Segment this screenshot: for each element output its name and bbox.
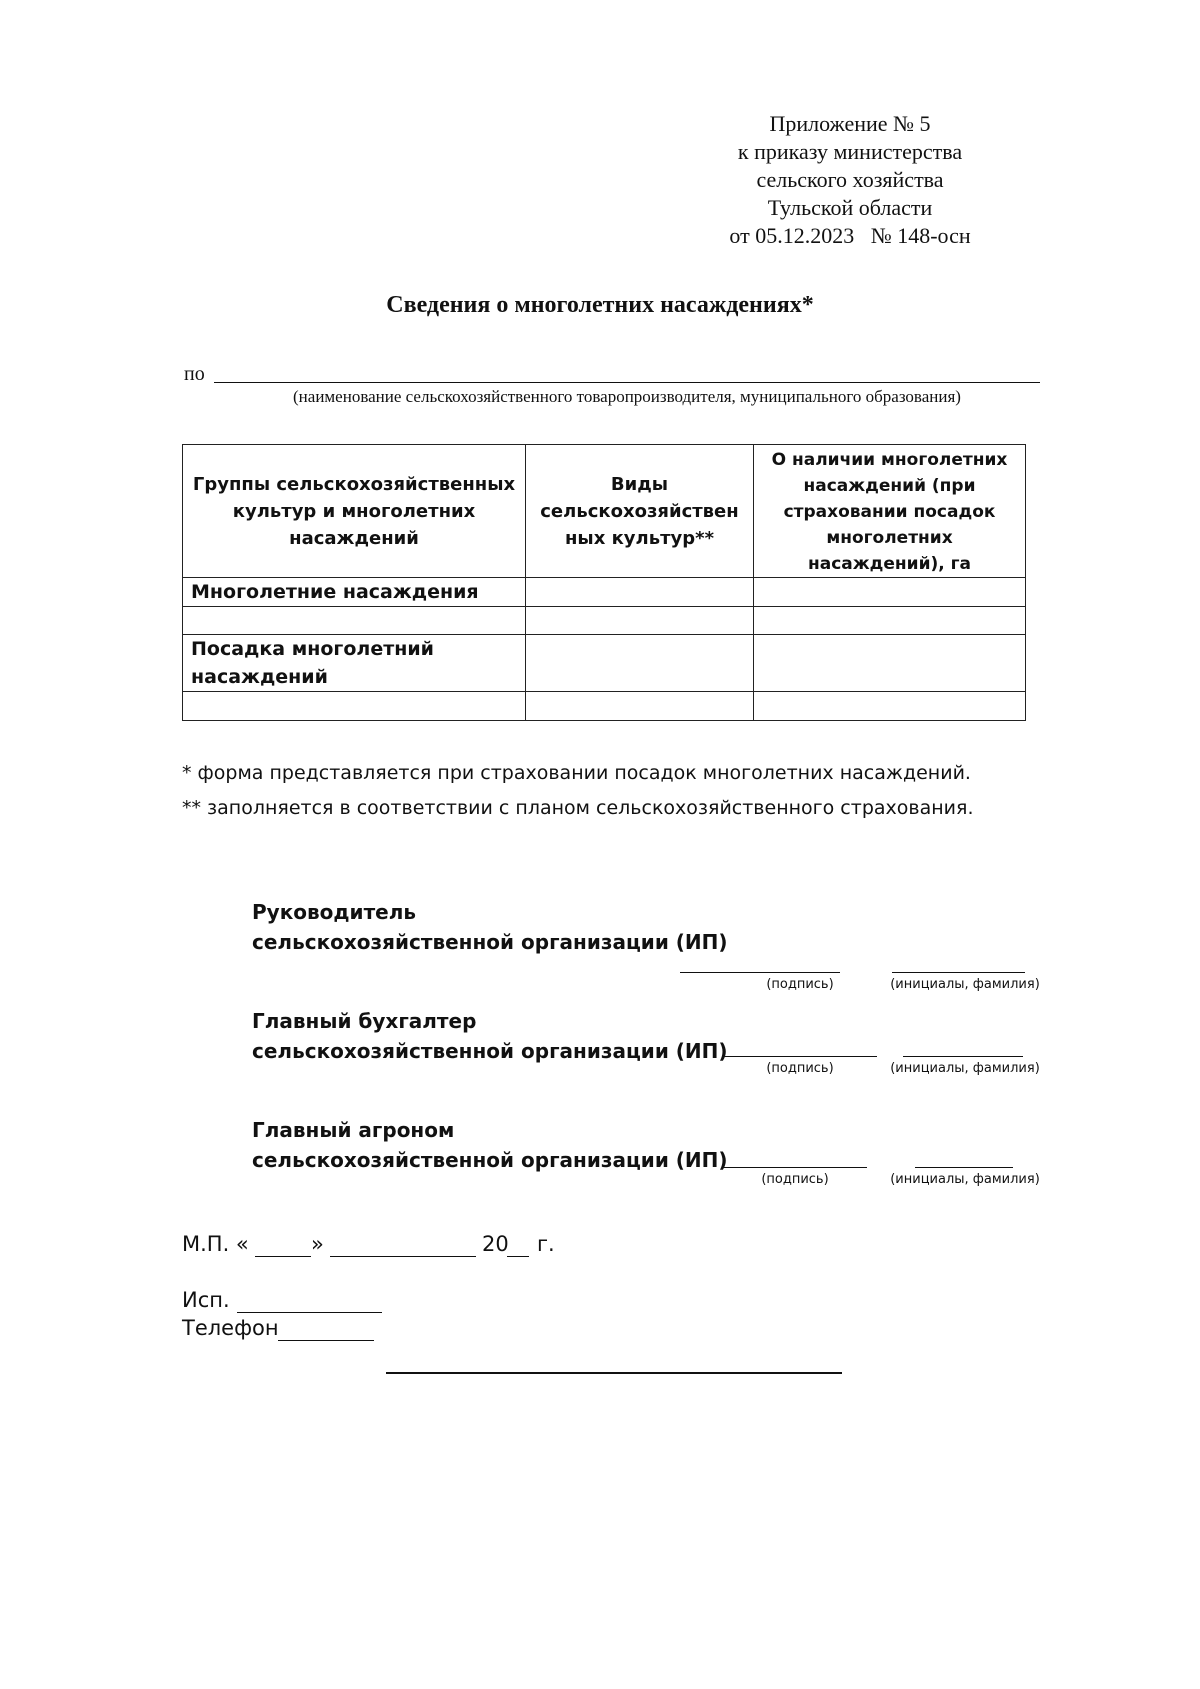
row-group-cell: Посадка многолетний насаждений xyxy=(183,635,526,692)
date-quote-close: » xyxy=(311,1232,324,1256)
header-kinds: Виды сельскохозяйствен ных культур** xyxy=(526,445,754,578)
appendix-block xyxy=(700,110,1000,250)
document-title: Сведения о многолетних насаждениях* xyxy=(386,292,814,318)
head-signature-caption: (подпись) xyxy=(766,977,834,992)
table-row xyxy=(183,607,1026,635)
accountant-signature-line xyxy=(722,1056,877,1057)
agronomist-name-line xyxy=(915,1167,1013,1168)
row-group-cell xyxy=(183,692,526,721)
table-row xyxy=(183,635,1026,692)
row-kind-cell xyxy=(526,692,754,721)
footnote-1: * форма представляется при страховании посадок многолетних насаждений. xyxy=(182,762,971,784)
footnote-2: ** заполняется в соответствии с планом сельскохозяйственного страхования. xyxy=(182,797,974,819)
row-kind-cell xyxy=(526,607,754,635)
closing-rule xyxy=(386,1372,842,1374)
agronomist-signature-caption: (подпись) xyxy=(761,1172,829,1187)
recipient-fill-line xyxy=(214,382,1040,383)
date-month-line xyxy=(330,1256,476,1257)
date-year-suffix: г. xyxy=(537,1232,555,1256)
appendix-line-2: к приказу министерства xyxy=(737,139,963,164)
date-year-prefix: 20 xyxy=(482,1232,509,1256)
row-kind-cell xyxy=(526,635,754,692)
signature-head-line2: сельскохозяйственной организации (ИП) xyxy=(252,930,728,954)
recipient-label: по xyxy=(184,363,205,385)
row-area-cell xyxy=(754,578,1026,607)
row-area-cell xyxy=(754,635,1026,692)
recipient-caption: (наименование сельскохозяйственного товаропроизводителя, муниципального образования) xyxy=(293,387,961,406)
signature-agronomist-line1: Главный агроном xyxy=(252,1118,455,1142)
signature-head-title xyxy=(252,897,728,957)
phone-line xyxy=(278,1340,374,1341)
date-day-line xyxy=(255,1256,311,1257)
signature-head-line1: Руководитель xyxy=(252,900,417,924)
appendix-line-1: Приложение № 5 xyxy=(769,111,931,136)
accountant-name-line xyxy=(903,1056,1023,1057)
accountant-name-caption: (инициалы, фамилия) xyxy=(890,1061,1040,1076)
head-signature-line xyxy=(680,972,840,973)
executor-label: Исп. xyxy=(182,1288,230,1312)
header-area: О наличии многолетних насаждений (при страховании посадок многолетних насаждений), га xyxy=(754,445,1026,578)
executor-line xyxy=(237,1312,382,1313)
signature-accountant-line1: Главный бухгалтер xyxy=(252,1009,477,1033)
row-kind-cell xyxy=(526,578,754,607)
date-year-line xyxy=(507,1256,529,1257)
table-row xyxy=(183,692,1026,721)
table-header-row xyxy=(183,445,1026,578)
head-name-caption: (инициалы, фамилия) xyxy=(890,977,1040,992)
row-group-cell: Многолетние насаждения xyxy=(183,578,526,607)
appendix-line-3: сельского хозяйства xyxy=(756,167,944,192)
signature-accountant-line2: сельскохозяйственной организации (ИП) xyxy=(252,1039,728,1063)
signature-agronomist-title xyxy=(252,1115,728,1175)
appendix-line-4: Тульской области xyxy=(767,195,933,220)
phone-label: Телефон xyxy=(182,1316,279,1340)
appendix-line-5: от 05.12.2023 № 148-осн xyxy=(729,223,971,248)
signature-accountant-title xyxy=(252,1006,728,1066)
agronomist-name-caption: (инициалы, фамилия) xyxy=(890,1172,1040,1187)
signature-agronomist-line2: сельскохозяйственной организации (ИП) xyxy=(252,1148,728,1172)
row-group-cell xyxy=(183,607,526,635)
header-groups: Группы сельскохозяйственных культур и многолетних насаждений xyxy=(183,445,526,578)
row-area-cell xyxy=(754,607,1026,635)
plantings-table xyxy=(182,444,1026,721)
stamp-label: М.П. « xyxy=(182,1232,249,1256)
accountant-signature-caption: (подпись) xyxy=(766,1061,834,1076)
table-row xyxy=(183,578,1026,607)
head-name-line xyxy=(892,972,1025,973)
agronomist-signature-line xyxy=(722,1167,867,1168)
row-area-cell xyxy=(754,692,1026,721)
